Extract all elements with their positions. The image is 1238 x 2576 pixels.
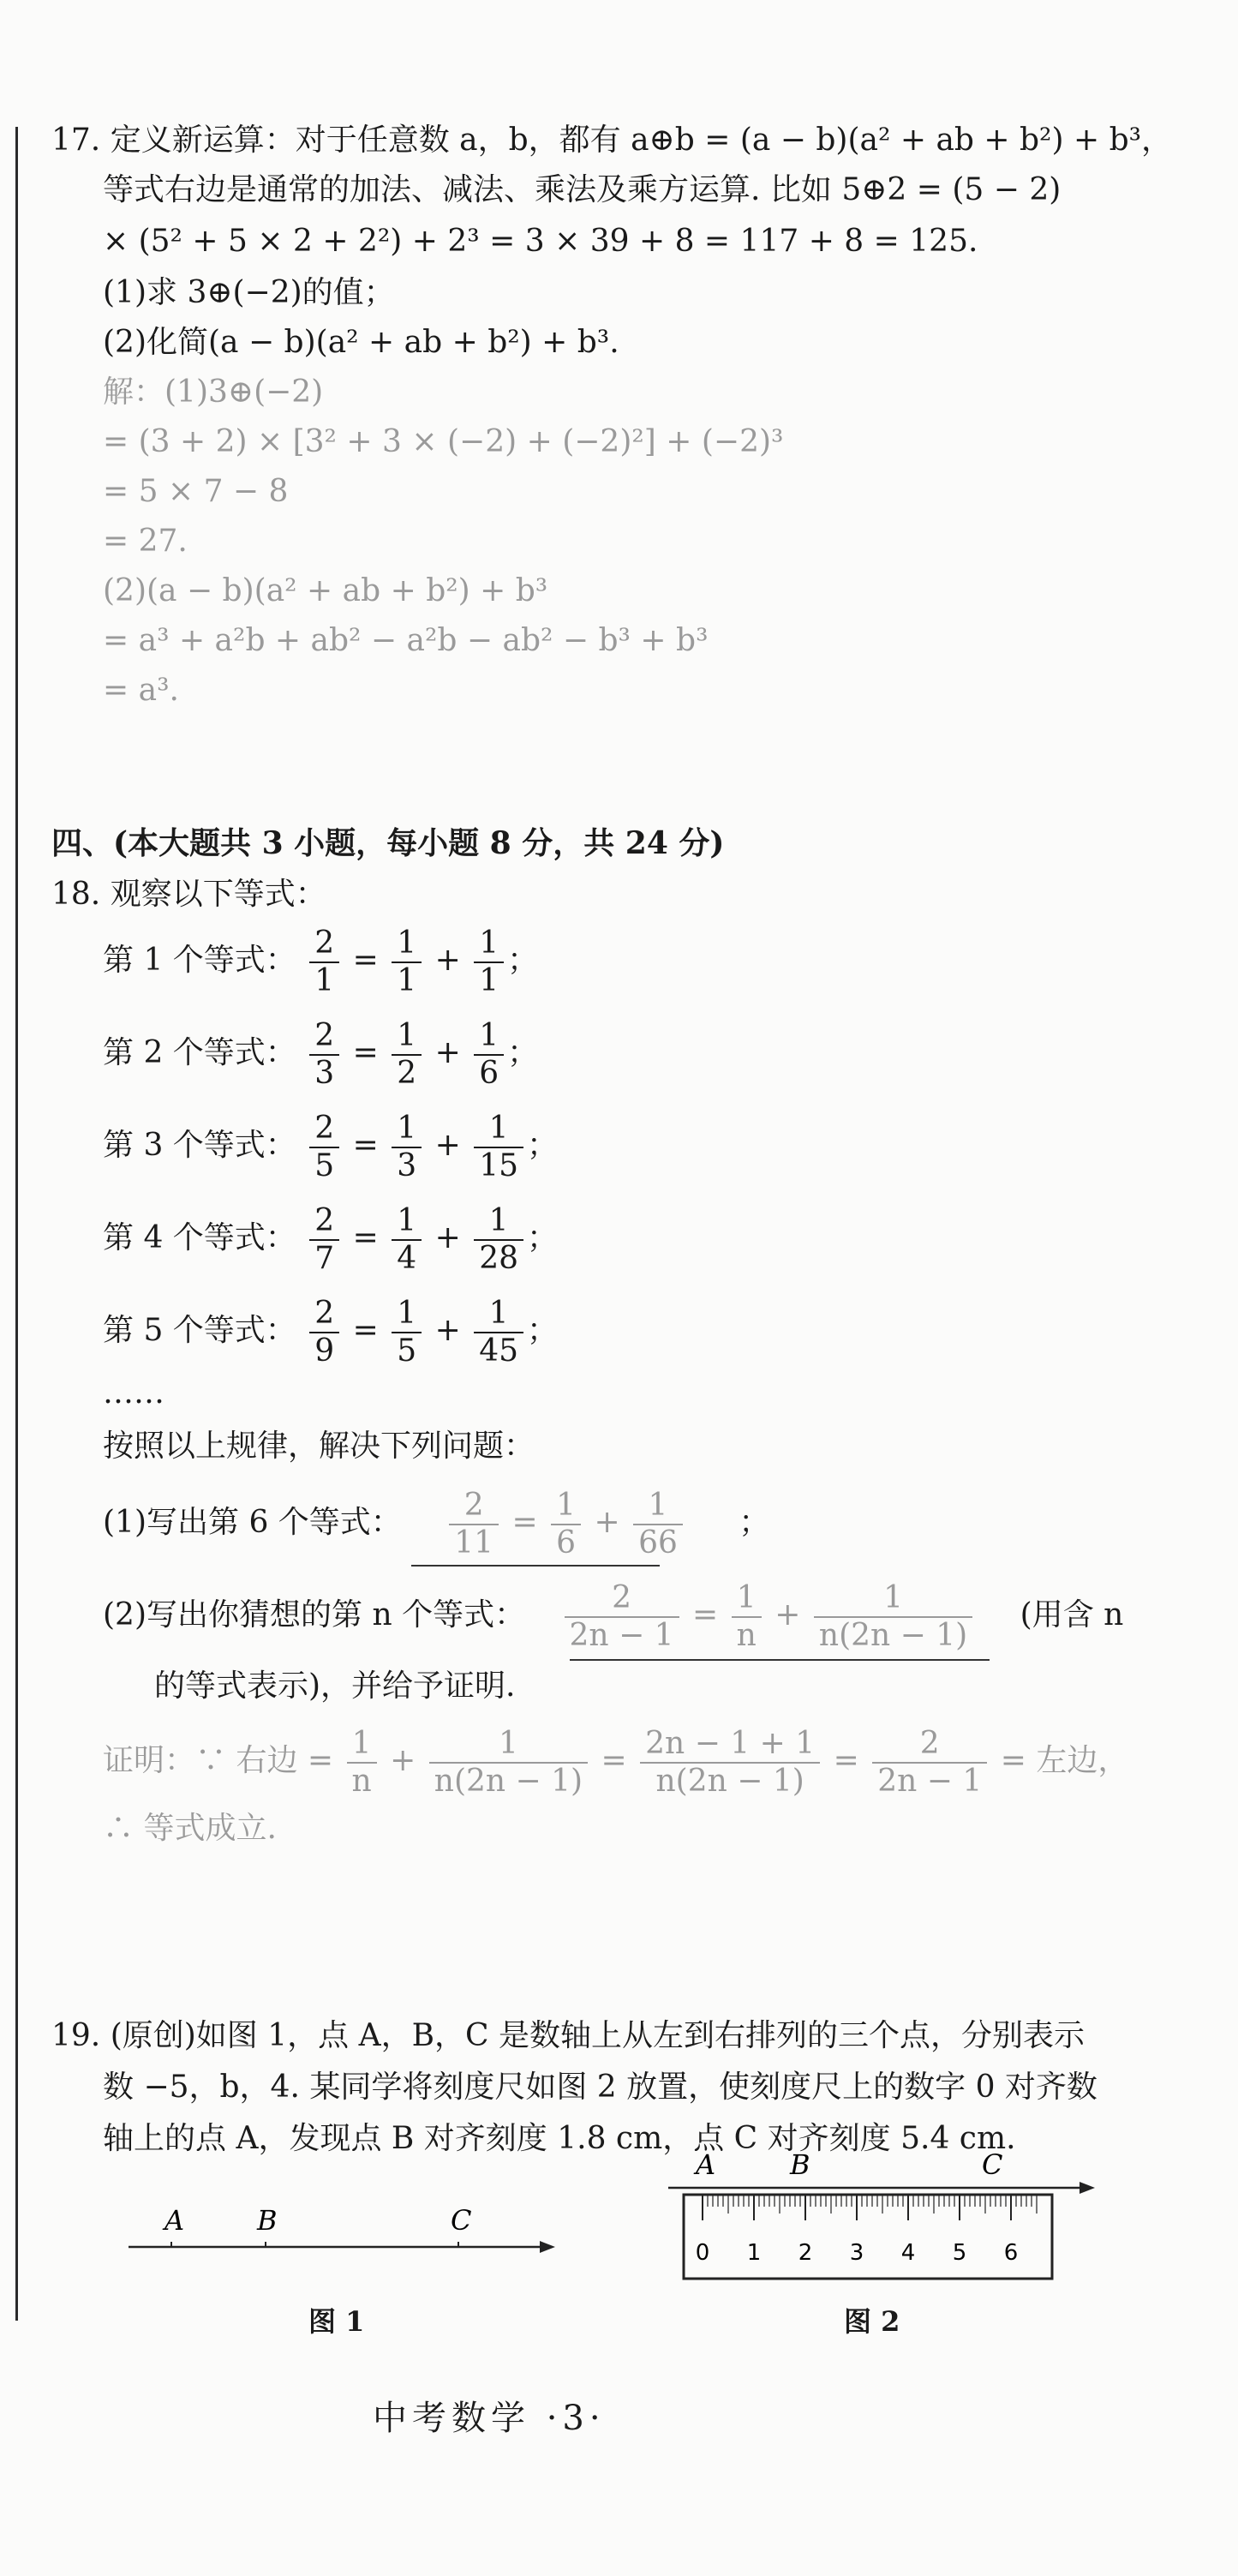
denominator: 2n − 1 [569,1618,674,1653]
ruler-body [684,2195,1052,2279]
numerator: 1 [392,1018,422,1056]
q17-solution-line: = (3 + 2) × [3² + 3 × (−2) + (−2)²] + (−2)³ [103,424,784,459]
denominator: 66 [638,1525,678,1561]
q18-equation-5: 第 5 个等式： $\frac{2}{9}$ = $\frac{1}{5}$ + $\frac{1}{45}$ ； [103,1296,559,1369]
part-label: (2)写出你猜想的第 n 个等式： [103,1597,526,1632]
q18-equation-2: 第 2 个等式： $\frac{2}{3}$ = $\frac{1}{2}$ + $\frac{1}{6}$ ； [103,1018,539,1091]
fraction [565,1580,679,1654]
point-label-b: B [257,2204,278,2237]
denominator: 6 [556,1525,577,1561]
q19-line3: 轴上的点 A，发现点 B 对齐刻度 1.8 cm，点 C 对齐刻度 5.4 cm. [103,2121,1016,2156]
denominator: 3 [397,1148,417,1183]
numerator: 2n − 1 + 1 [640,1726,820,1764]
fraction [474,1018,504,1092]
numerator: 1 [347,1726,377,1764]
q18-ellipsis: …… [103,1375,164,1411]
fraction [392,926,422,999]
q17-solution-line: 解：(1)3⊕(−2) [103,374,324,410]
denominator: 2 [397,1056,417,1091]
q18-rule: 按照以上规律，解决下列问题： [103,1429,535,1464]
q17-line3: × (5² + 5 × 2 + 2²) + 2³ = 3 × 39 + 8 = 117 + 8 = 125. [103,224,978,259]
denominator: 5 [397,1333,417,1369]
denominator: 5 [314,1148,335,1183]
section-heading: 四、(本大题共 3 小题，每小题 8 分，共 24 分) [51,825,725,861]
numerator: 2 [309,1296,339,1333]
q18-equation-3: 第 3 个等式： $\frac{2}{5}$ = $\frac{1}{3}$ + $\frac{1}{15}$ ； [103,1111,559,1183]
point-label-c: C [982,2148,1003,2181]
numerator: 1 [732,1580,762,1618]
fraction [640,1726,820,1800]
ruler-tick-label: 1 [746,2240,762,2266]
numerator: 1 [392,1296,422,1333]
equation-label: 第 4 个等式： [103,1220,296,1255]
ruler-tick-label: 2 [798,2240,813,2266]
figure-1-number-line [120,2194,565,2271]
ruler-tick-label: 4 [900,2240,916,2266]
numerator: 1 [814,1580,972,1618]
equation-label: 第 2 个等式： [103,1035,296,1070]
q17-line1: 17. 定义新运算：对于任意数 a，b，都有 a⊕b = (a − b)(a² + ab + b²) + b³， [51,123,1173,158]
denominator: 7 [314,1241,335,1276]
numerator: 2 [565,1580,679,1618]
denominator: 11 [454,1525,494,1561]
point-label-a: A [164,2204,185,2237]
fraction [392,1203,422,1277]
left-margin-rule [15,127,18,2321]
denominator: 1 [479,963,499,998]
numerator: 2 [309,926,339,963]
numerator: 1 [392,1111,422,1148]
numerator: 2 [309,1203,339,1241]
q17-part1: (1)求 3⊕(−2)的值； [103,275,395,310]
numerator: 1 [474,1203,523,1241]
fraction [309,1018,339,1092]
ruler-tick-label: 0 [695,2240,710,2266]
denominator: 9 [314,1333,335,1369]
q19-line1: 19. (原创)如图 1，点 A，B，C 是数轴上从左到右排列的三个点，分别表示 [51,2018,1085,2053]
ruler-tick-label: 3 [849,2240,864,2266]
ruler-tick-label: 5 [952,2240,967,2266]
blank-answer-2: $\frac{2}{2n - 1}$ = $\frac{1}{n}$ + $\frac{1}{n(2n - 1)}$ [561,1580,977,1654]
numerator: 2 [309,1111,339,1148]
numerator: 1 [474,1018,504,1056]
numerator: 1 [429,1726,588,1764]
arrow-head-icon [1080,2182,1095,2194]
fraction [551,1488,581,1561]
proof-prefix: 证明：∵ 右边 = [103,1743,334,1778]
fraction [872,1726,987,1800]
fraction [392,1111,422,1184]
numerator: 2 [309,1018,339,1056]
numerator: 1 [633,1488,683,1525]
q17-solution-line: = a³. [103,673,179,708]
blank-answer-1: $\frac{2}{11}$ = $\frac{1}{6}$ + $\frac{1}{66}$ [446,1488,686,1561]
numerator: 1 [474,1111,523,1148]
ruler-ticks [703,2195,1037,2220]
figure-1-caption: 图 1 [308,2305,365,2338]
denominator: n [351,1764,372,1799]
fraction [732,1580,762,1654]
denominator: 3 [314,1056,335,1091]
q17-solution-line: = 27. [103,524,188,559]
ruler-tick-label: 6 [1003,2240,1019,2266]
q17-solution-line: = a³ + a²b + ab² − a²b − ab² − b³ + b³ [103,623,709,658]
fraction [392,1018,422,1092]
proof-suffix: = 左边， [1000,1743,1129,1778]
answer-underline [411,1565,660,1567]
equation-label: 第 5 个等式： [103,1313,296,1348]
answer-underline [570,1659,990,1661]
q18-intro: 18. 观察以下等式： [51,877,326,912]
numerator: 1 [474,926,504,963]
fraction [474,1296,523,1369]
fraction [309,1296,339,1369]
denominator: n [736,1618,757,1653]
denominator: n(2n − 1) [434,1764,583,1799]
q17-solution-line: = 5 × 7 − 8 [103,474,289,509]
point-label-a: A [696,2148,716,2181]
equation-label: 第 3 个等式： [103,1128,296,1163]
fraction [309,926,339,999]
page-footer: 中考数学 ·3· [373,2399,606,2438]
numerator: 2 [449,1488,499,1525]
denominator: 2n − 1 [877,1764,983,1799]
point-label-b: B [790,2148,810,2181]
denominator: 45 [479,1333,518,1369]
fraction [449,1488,499,1561]
q18-part2-line2: 的等式表示)，并给予证明. [154,1668,516,1704]
arrow-head-icon [540,2241,555,2253]
denominator: 4 [397,1241,417,1276]
figure-2-caption: 图 2 [844,2305,900,2338]
q18-equation-4: 第 4 个等式： $\frac{2}{7}$ = $\frac{1}{4}$ + $\frac{1}{28}$ ； [103,1203,559,1276]
q18-proof-end: ∴ 等式成立. [103,1811,277,1846]
fraction [309,1111,339,1184]
denominator: 6 [479,1056,499,1091]
fraction [474,926,504,999]
part-label: (1)写出第 6 个等式： [103,1505,402,1540]
numerator: 2 [872,1726,987,1764]
numerator: 1 [474,1296,523,1333]
q18-part1 [103,1488,769,1561]
denominator: n(2n − 1) [818,1618,968,1653]
numerator: 1 [551,1488,581,1525]
denominator: n(2n − 1) [655,1764,804,1799]
fraction [474,1203,523,1277]
fraction [429,1726,588,1800]
denominator: 15 [479,1148,518,1183]
semicolon: ； [739,1505,770,1540]
numerator: 1 [392,1203,422,1241]
q18-equation-1: 第 1 个等式： $\frac{2}{1}$ = $\frac{1}{1}$ + $\frac{1}{1}$ ； [103,926,539,998]
denominator: 28 [479,1241,518,1276]
fraction [392,1296,422,1369]
point-label-c: C [451,2204,472,2237]
fraction [814,1580,972,1654]
figure-2-ruler [660,2147,1105,2292]
equation-label: 第 1 个等式： [103,943,296,978]
fraction [309,1203,339,1277]
q18-proof: 证明：∵ 右边 = $\frac{1}{n}$ + $\frac{1}{n(2n - 1)}$ = $\frac{2n - 1 + 1}{n(2n - 1)}$ = $\frac{2}{2n - 1}$ = 左边， [103,1726,1129,1799]
q19-line2: 数 −5，b，4. 某同学将刻度尺如图 2 放置，使刻度尺上的数字 0 对齐数 [103,2070,1097,2105]
q17-part2: (2)化简(a − b)(a² + ab + b²) + b³. [103,325,619,360]
numerator: 1 [392,926,422,963]
denominator: 1 [314,963,335,998]
fraction [633,1488,683,1561]
fraction [474,1111,523,1184]
q17-solution-line: (2)(a − b)(a² + ab + b²) + b³ [103,573,548,608]
part-end: (用含 n [1020,1597,1124,1632]
q18-part2 [103,1580,1123,1654]
fraction [347,1726,377,1800]
q17-line2: 等式右边是通常的加法、减法、乘法及乘方运算. 比如 5⊕2 = (5 − 2) [103,172,1062,207]
denominator: 1 [397,963,417,998]
